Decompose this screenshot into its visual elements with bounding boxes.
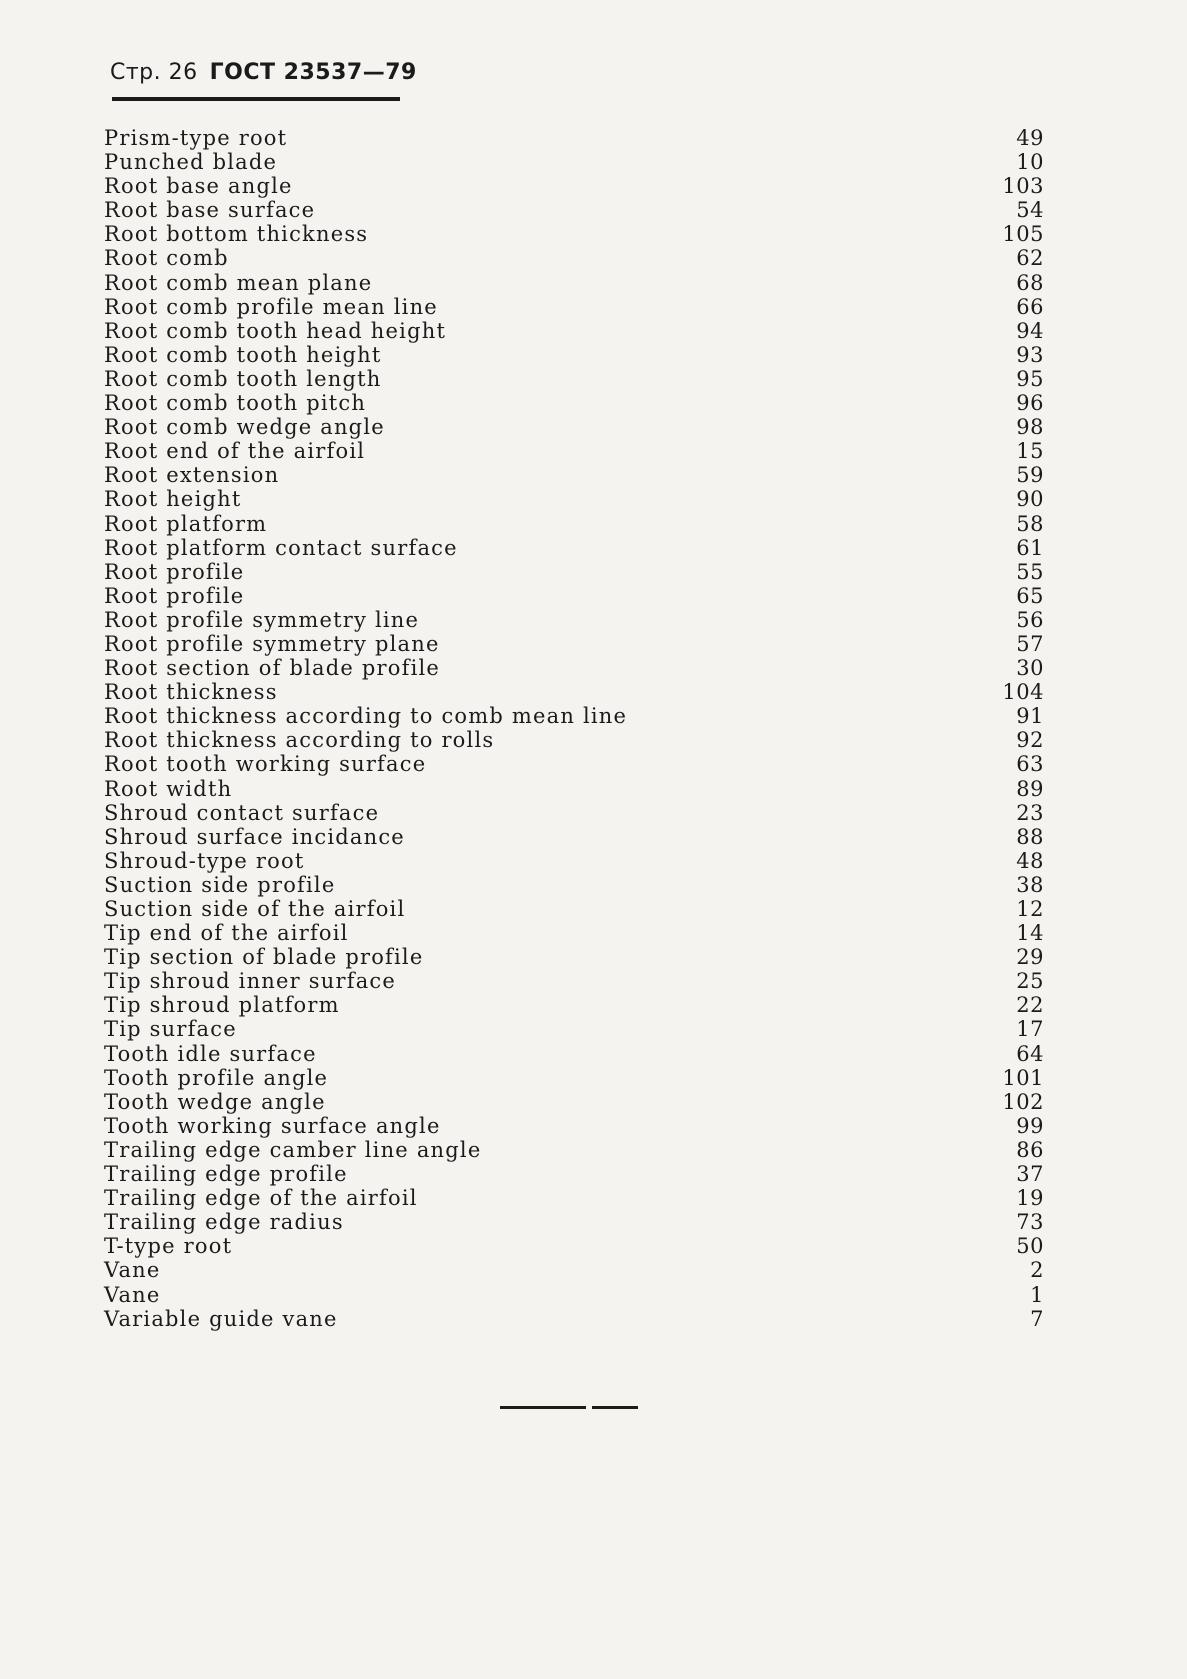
entry-number: 37 (1016, 1162, 1044, 1187)
entry-term: Root comb wedge angle (104, 415, 385, 440)
page-header (110, 60, 417, 85)
entry-number: 7 (1030, 1306, 1044, 1331)
entry-number: 93 (1016, 342, 1044, 367)
entry-term: Root profile symmetry plane (104, 631, 440, 656)
entry-number: 49 (1016, 126, 1044, 150)
index-entry (104, 728, 1044, 752)
entry-number: 88 (1016, 824, 1044, 849)
index-entry (104, 1283, 1044, 1307)
index-entry (104, 1210, 1044, 1234)
entry-term: Root comb tooth head height (104, 318, 447, 343)
entry-number: 56 (1016, 607, 1044, 632)
entry-term: Variable guide vane (104, 1306, 338, 1331)
index-entry (104, 1090, 1044, 1114)
entry-term: Vane (104, 1258, 161, 1283)
index-entry (104, 1114, 1044, 1138)
entry-number: 101 (1002, 1065, 1044, 1090)
entry-term: Root platform (104, 511, 268, 536)
entry-term: Root base surface (104, 198, 316, 223)
entry-term: Shroud-type root (104, 848, 305, 873)
index-entry (104, 1042, 1044, 1066)
index-entry (104, 560, 1044, 584)
entry-number: 99 (1016, 1113, 1044, 1138)
entry-number: 68 (1016, 270, 1044, 295)
index-entry (104, 295, 1044, 319)
entry-term: Root comb tooth height (104, 342, 382, 367)
index-entry (104, 632, 1044, 656)
entry-term: Root thickness according to comb mean line (104, 704, 628, 729)
entry-term: Vane (104, 1282, 161, 1307)
entry-term: Root base angle (104, 174, 293, 199)
index-entry (104, 704, 1044, 728)
index-entry (104, 343, 1044, 367)
index-entry (104, 656, 1044, 680)
entry-term: T-type root (104, 1234, 233, 1259)
standard-code: ГОСТ 23537—79 (209, 60, 417, 85)
entry-term: Tip shroud inner surface (104, 969, 396, 994)
entry-number: 22 (1016, 993, 1044, 1018)
index-entry (104, 921, 1044, 945)
entry-number: 86 (1016, 1137, 1044, 1162)
entry-term: Tooth wedge angle (104, 1089, 326, 1114)
index-entry (104, 198, 1044, 222)
entry-number: 58 (1016, 511, 1044, 536)
entry-number: 63 (1016, 752, 1044, 777)
entry-number: 64 (1016, 1041, 1044, 1066)
entry-term: Trailing edge camber line angle (104, 1137, 482, 1162)
entry-number: 62 (1016, 246, 1044, 271)
index-entry (104, 536, 1044, 560)
index-entry (104, 897, 1044, 921)
entry-term: Root comb (104, 246, 229, 271)
entry-term: Tip section of blade profile (104, 945, 424, 970)
entry-term: Tooth profile angle (104, 1065, 329, 1090)
entry-term: Root comb mean plane (104, 270, 373, 295)
entry-term: Root end of the airfoil (104, 439, 366, 464)
entry-term: Tooth idle surface (104, 1041, 317, 1066)
entry-term: Root section of blade profile (104, 656, 441, 681)
entry-number: 96 (1016, 391, 1044, 416)
entry-number: 25 (1016, 969, 1044, 994)
entry-term: Root bottom thickness (104, 222, 369, 247)
entry-term: Root profile (104, 583, 245, 608)
entry-number: 102 (1002, 1089, 1044, 1114)
entry-term: Root tooth working surface (104, 752, 427, 777)
index-entry (104, 1066, 1044, 1090)
entry-number: 65 (1016, 583, 1044, 608)
index-entry (104, 319, 1044, 343)
entry-number: 94 (1016, 318, 1044, 343)
index-entry (104, 1307, 1044, 1331)
entry-number: 12 (1016, 897, 1044, 921)
entry-term: Suction side profile (104, 872, 336, 897)
index-entry (104, 487, 1044, 511)
index-entry (104, 1234, 1044, 1258)
header-rule (112, 97, 400, 101)
index-entry (104, 174, 1044, 198)
entry-term: Root thickness according to rolls (104, 728, 495, 753)
index-entry (104, 825, 1044, 849)
entry-number: 103 (1002, 174, 1044, 199)
entry-term: Root width (104, 776, 233, 801)
entry-number: 14 (1016, 921, 1044, 946)
index-entry (104, 1258, 1044, 1282)
entry-term: Prism-type root (104, 126, 288, 150)
index-entry (104, 246, 1044, 270)
index-entry (104, 126, 1044, 150)
entry-number: 95 (1016, 366, 1044, 391)
entry-number: 50 (1016, 1234, 1044, 1259)
index-entry (104, 367, 1044, 391)
index-entry (104, 801, 1044, 825)
entry-number: 92 (1016, 728, 1044, 753)
entry-term: Root comb tooth pitch (104, 391, 367, 416)
entry-term: Trailing edge profile (104, 1162, 348, 1187)
index-entry (104, 439, 1044, 463)
index-entry (104, 945, 1044, 969)
entry-number: 89 (1016, 776, 1044, 801)
index-entry (104, 415, 1044, 439)
entry-number: 98 (1016, 415, 1044, 440)
term-index-list (104, 126, 1044, 1331)
end-of-text-rule (500, 1406, 638, 1409)
index-entry (104, 608, 1044, 632)
index-entry (104, 463, 1044, 487)
entry-term: Root comb tooth length (104, 366, 382, 391)
index-entry (104, 1186, 1044, 1210)
entry-number: 30 (1016, 656, 1044, 681)
entry-number: 48 (1016, 848, 1044, 873)
index-entry (104, 680, 1044, 704)
entry-term: Tip shroud platform (104, 993, 340, 1018)
entry-term: Shroud surface incidance (104, 824, 405, 849)
entry-number: 17 (1016, 1017, 1044, 1042)
index-entry (104, 584, 1044, 608)
entry-term: Trailing edge of the airfoil (104, 1186, 418, 1211)
entry-number: 2 (1030, 1258, 1044, 1283)
entry-term: Tip end of the airfoil (104, 921, 349, 946)
index-entry (104, 873, 1044, 897)
entry-number: 91 (1016, 704, 1044, 729)
entry-number: 10 (1016, 150, 1044, 175)
entry-term: Root profile (104, 559, 245, 584)
index-entry (104, 391, 1044, 415)
entry-number: 90 (1016, 487, 1044, 512)
entry-number: 38 (1016, 872, 1044, 897)
entry-number: 105 (1002, 222, 1044, 247)
entry-number: 15 (1016, 439, 1044, 464)
index-entry (104, 969, 1044, 993)
entry-term: Tooth working surface angle (104, 1113, 441, 1138)
entry-term: Root comb profile mean line (104, 294, 438, 319)
entry-term: Trailing edge radius (104, 1210, 344, 1235)
entry-number: 57 (1016, 631, 1044, 656)
entry-number: 23 (1016, 800, 1044, 825)
entry-number: 54 (1016, 198, 1044, 223)
entry-term: Root profile symmetry line (104, 607, 420, 632)
page-number-label: Стр. 26 (110, 60, 198, 85)
entry-term: Root extension (104, 463, 280, 488)
index-entry (104, 993, 1044, 1017)
entry-term: Root thickness (104, 680, 278, 705)
entry-term: Tip surface (104, 1017, 237, 1042)
entry-term: Root height (104, 487, 242, 512)
entry-term: Suction side of the airfoil (104, 897, 406, 921)
entry-number: 29 (1016, 945, 1044, 970)
index-entry (104, 222, 1044, 246)
index-entry (104, 512, 1044, 536)
entry-number: 55 (1016, 559, 1044, 584)
entry-number: 19 (1016, 1186, 1044, 1211)
index-entry (104, 1017, 1044, 1041)
entry-number: 59 (1016, 463, 1044, 488)
entry-number: 104 (1002, 680, 1044, 705)
index-entry (104, 271, 1044, 295)
index-entry (104, 1162, 1044, 1186)
entry-term: Shroud contact surface (104, 800, 380, 825)
index-entry (104, 1138, 1044, 1162)
entry-number: 73 (1016, 1210, 1044, 1235)
entry-term: Punched blade (104, 150, 278, 175)
index-entry (104, 849, 1044, 873)
index-entry (104, 777, 1044, 801)
entry-number: 1 (1030, 1282, 1044, 1307)
entry-number: 61 (1016, 535, 1044, 560)
index-entry (104, 752, 1044, 776)
entry-number: 66 (1016, 294, 1044, 319)
index-entry (104, 150, 1044, 174)
entry-term: Root platform contact surface (104, 535, 458, 560)
